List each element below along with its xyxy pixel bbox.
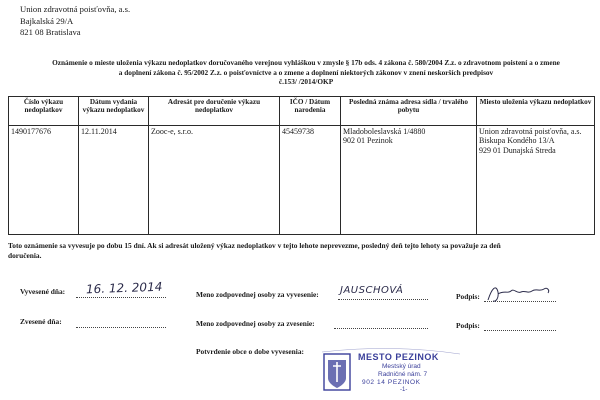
cell-ico: 45459738 bbox=[280, 126, 341, 235]
delivery-note-line-1: Toto oznámenie sa vyvesuje po dobu 15 dní. Ak si adresát uložený výkaz nedoplatkov v tejto lehote neprevezme, posledný deň tejto lehoty sa považuje za deň bbox=[8, 241, 501, 250]
responsible-posted-label: Meno zodpovednej osoby za vyvesenie: bbox=[196, 290, 319, 299]
cell-issue-date: 12.11.2014 bbox=[79, 126, 149, 235]
column-header: Dátum vydania výkazu nedoplatkov bbox=[79, 97, 149, 126]
sender-name: Union zdravotná poisťovňa, a.s. bbox=[20, 4, 131, 14]
signature-posted-label: Podpis: bbox=[456, 292, 480, 301]
delivery-note-line-2: doručenia. bbox=[8, 250, 42, 260]
stamp-line-4: -1- bbox=[400, 387, 408, 393]
responsible-posted-value: JAUSCHOVÁ bbox=[340, 285, 404, 296]
address-line: 902 01 Pezinok bbox=[343, 136, 393, 146]
cell-addressee: Zooc-e, s.r.o. bbox=[149, 126, 280, 235]
stamp-title: MESTO PEZINOK bbox=[358, 352, 439, 362]
municipality-confirmation-label: Potvrdenie obce o dobe vyvesenia: bbox=[196, 347, 304, 356]
posted-date-label: Vyvesené dňa: bbox=[20, 287, 66, 296]
address-line: Mladoboleslavská 1/4880 bbox=[343, 127, 426, 136]
column-header: IČO / Dátum narodenia bbox=[280, 97, 341, 126]
responsible-removed-line bbox=[334, 328, 428, 329]
stamp-line-3: 902 14 PEZINOK bbox=[362, 379, 421, 386]
signature-removed-label: Podpis: bbox=[456, 321, 480, 330]
place-line: 929 01 Dunajská Streda bbox=[479, 145, 556, 155]
cell-statement-number: 1490177676 bbox=[9, 126, 79, 235]
removed-date-label: Zvesené dňa: bbox=[20, 317, 62, 326]
notice-line-2: a doplnení zákona č. 95/2002 Z.z. o poisťovníctve a o zmene a doplnení niektorých zákonov v znení neskorších predpisov bbox=[118, 67, 494, 77]
signature-removed-line bbox=[484, 330, 556, 331]
notice-line-1: Oznámenie o mieste uloženia výkazu nedoplatkov doručovaného verejnou vyhláškou v zmysle § 17b ods. 4 zákona č. 580/2004 Z.z. o zdravotnom poistení a o zmene bbox=[52, 58, 560, 67]
municipality-stamp bbox=[322, 348, 462, 396]
responsible-removed-label: Meno zodpovednej osoby za zvesenie: bbox=[196, 319, 315, 328]
delivery-note bbox=[8, 241, 588, 260]
sender-address bbox=[20, 4, 130, 39]
posted-date-value: 16. 12. 2014 bbox=[85, 279, 163, 297]
arrears-table bbox=[8, 96, 595, 235]
stamp-line-2: Radničné nám. 7 bbox=[378, 371, 428, 378]
removed-date-line bbox=[76, 327, 166, 328]
sender-street: Bajkalská 29/A bbox=[20, 15, 74, 26]
sender-city: 821 08 Bratislava bbox=[20, 27, 81, 37]
column-header: Číslo výkazu nedoplatkov bbox=[9, 97, 79, 126]
table-header-row bbox=[9, 97, 595, 126]
signature-scribble bbox=[484, 280, 554, 306]
column-header: Posledná známa adresa sídla / trvalého pobytu bbox=[341, 97, 477, 126]
table-row bbox=[9, 126, 595, 235]
stamp-line-1: Mestský úrad bbox=[382, 363, 421, 370]
notice-title bbox=[20, 58, 592, 87]
place-line: Biskupa Kondého 13/A bbox=[479, 136, 555, 146]
place-line: Union zdravotná poisťovňa, a.s. bbox=[479, 127, 582, 136]
responsible-posted-line bbox=[338, 299, 428, 300]
cell-last-address bbox=[341, 126, 477, 235]
column-header: Adresát pre doručenie výkazu nedoplatkov bbox=[149, 97, 280, 126]
posted-date-line bbox=[76, 297, 166, 298]
column-header: Miesto uloženia výkazu nedoplatkov bbox=[477, 97, 595, 126]
notice-line-3: č.153/ /2014/OKP bbox=[278, 77, 334, 87]
cell-deposit-place bbox=[477, 126, 595, 235]
